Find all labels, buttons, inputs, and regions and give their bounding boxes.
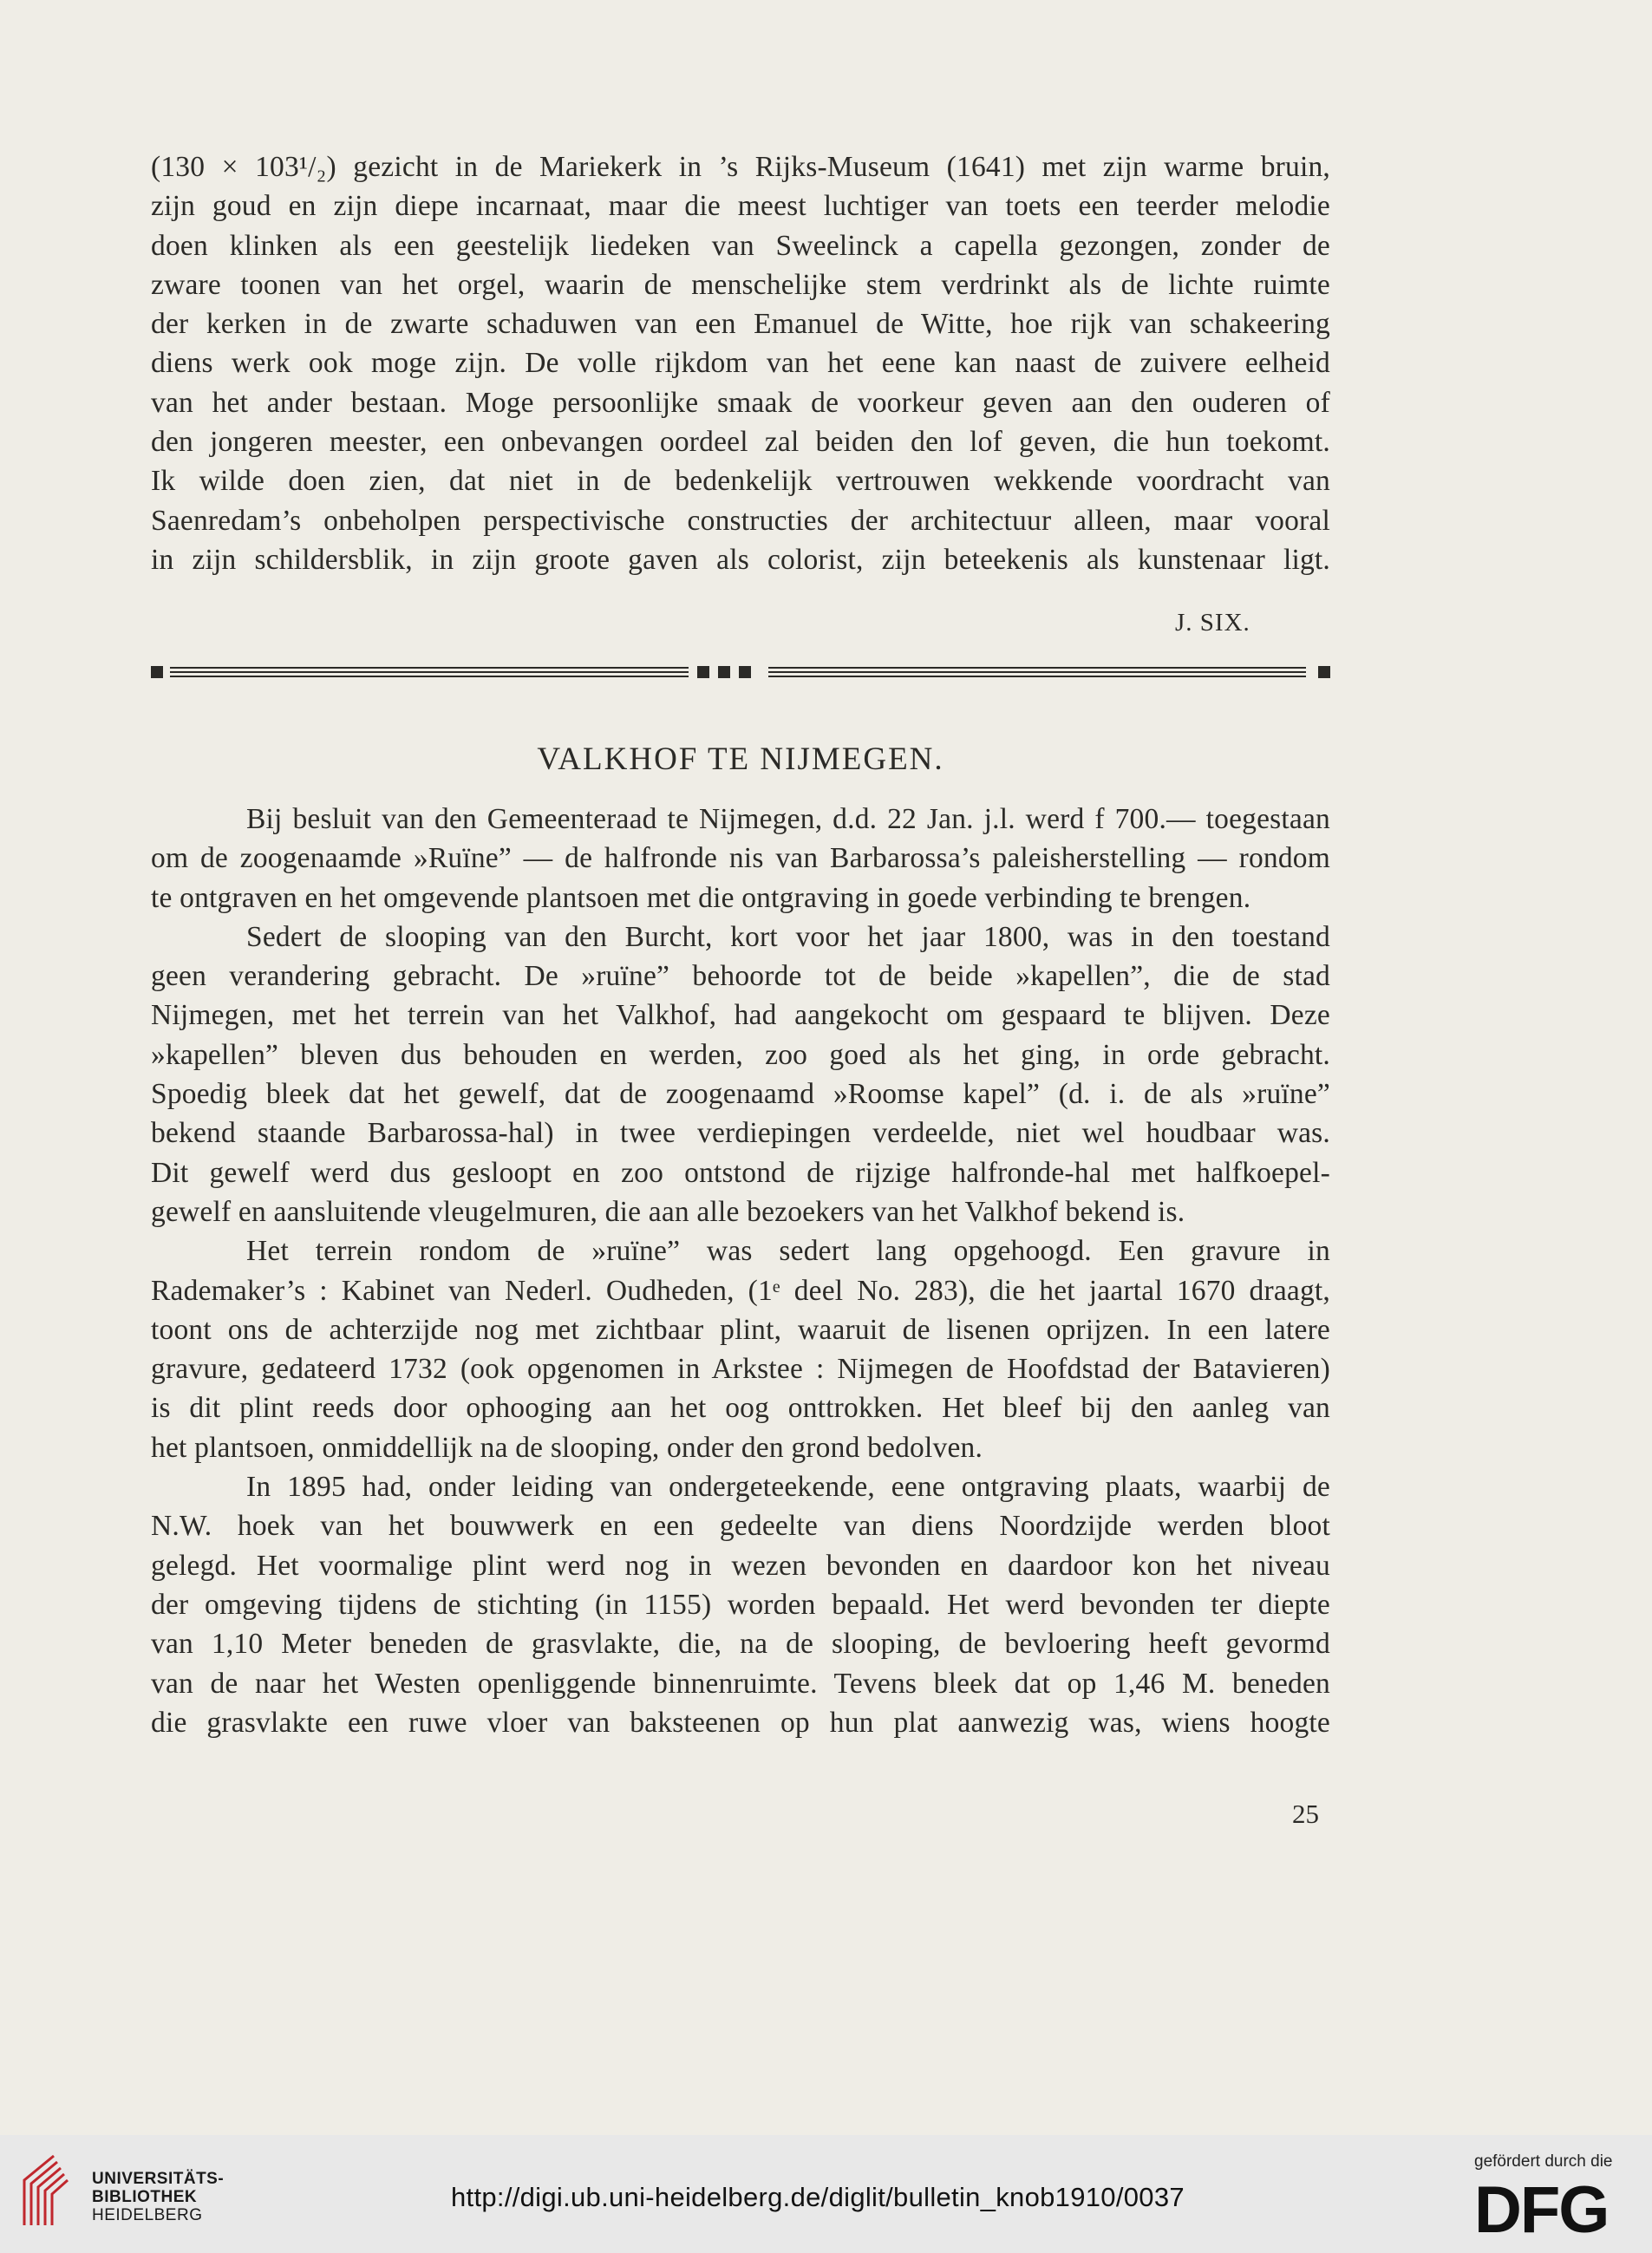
text-line: der kerken in de zwarte schaduwen van een Emanuel de Witte, hoe rijk van schakeering [151,308,1330,341]
text-line: Saenredam’s onbeholpen perspectivische constructies der architectuur alleen, maar vooral [151,504,1330,537]
page-number: 25 [1292,1799,1319,1829]
text-line: bekend staande Barbarossa-hal) in twee verdiepingen verdeelde, niet wel houdbaar was. [151,1117,1330,1150]
ornamental-divider [151,661,1332,683]
text-line: Ik wilde doen zien, dat niet in de bedenkelijk vertrouwen wekkende voordracht van [151,465,1330,498]
text-line: van het ander bestaan. Moge persoonlijke smaak de voorkeur geven aan den ouderen of [151,386,1330,419]
paragraph-continuation [151,147,1330,579]
text-line: Spoedig bleek dat het gewelf, dat de zoogenaamd »Roomse kapel” (d. i. de als »ruïne” [151,1078,1330,1111]
text-line: N.W. hoek van het bouwwerk en een gedeelte van diens Noordzijde werden bloot [151,1510,1330,1543]
text-line: geen verandering gebracht. De »ruïne” behoorde tot de beide »kapellen”, die de stad [151,960,1330,993]
library-name-line3: HEIDELBERG [92,2206,203,2224]
text-line: In 1895 had, onder leiding van ondergeteekende, eene ontgraving plaats, waarbij de [246,1471,1330,1504]
text-line: »kapellen” bleven dus behouden en werden, zoo goed als het ging, in orde gebracht. [151,1038,1330,1071]
text-line: het plantsoen, onmiddellijk na de slooping, onder den grond bedolven. [151,1431,983,1464]
text-line: van de naar het Westen openliggende binnenruimte. Tevens bleek dat op 1,46 M. beneden [151,1667,1330,1700]
text-line: (130 × 103¹/₂) gezicht in de Mariekerk in ’s Rijks-Museum (1641) met zijn warme bruin, [151,151,1330,183]
text-line: te ontgraven en het omgevende plantsoen met die ontgraving in goede verbinding te brengen. [151,881,1251,914]
text-line: gelegd. Het voormalige plint werd nog in wezen bevonden en daardoor kon het niveau [151,1549,1330,1582]
text-line: zware toonen van het orgel, waarin de menschelijke stem verdrinkt als de lichte ruimte [151,268,1330,301]
text-line: toont ons de achterzijde nog met zichtbaar plint, waaruit de lisenen oprijzen. In een latere [151,1313,1330,1346]
text-line: Rademaker’s : Kabinet van Nederl. Oudheden, (1ᵉ deel No. 283), die het jaartal 1670 draagt, [151,1274,1330,1307]
text-line: van 1,10 Meter beneden de grasvlakte, die, na de slooping, de bevloering heeft gevormd [151,1628,1330,1661]
text-line: Dit gewelf werd dus gesloopt en zoo ontstond de rijzige halfronde-hal met halfkoepel- [151,1156,1330,1189]
article-heading: VALKHOF TE NIJMEGEN. [537,741,944,777]
text-line: Het terrein rondom de »ruïne” was sedert lang opgehoogd. Een gravure in [246,1235,1330,1268]
library-name [92,2170,224,2224]
text-line: die grasvlakte een ruwe vloer van baksteenen op hun plat aanwezig was, wiens hoogte [151,1706,1330,1739]
text-line: gravure, gedateerd 1732 (ook opgenomen in Arkstee : Nijmegen de Hoofdstad der Batavieren) [151,1353,1330,1386]
text-line: diens werk ook moge zijn. De volle rijkdom van het eene kan naast de zuivere eelheid [151,347,1330,380]
sponsor-label: gefördert durch die [1474,2152,1613,2171]
dfg-logo-text: DFG [1474,2175,1609,2239]
university-library-logo-icon [19,2151,73,2230]
text-line: om de zoogenaamde »Ruïne” — de halfronde nis van Barbarossa’s paleisherstelling — rondom [151,842,1330,875]
dfg-logo-icon [1474,2175,1630,2239]
text-line: zijn goud en zijn diepe incarnaat, maar die meest luchtiger van toets een teerder melodie [151,190,1330,223]
author-signature: J. SIX. [1175,609,1250,637]
text-line: Sedert de slooping van den Burcht, kort voor het jaar 1800, was in den toestand [246,920,1330,953]
source-url[interactable]: http://digi.ub.uni-heidelberg.de/diglit/bulletin_knob1910/0037 [451,2182,1185,2212]
text-line: gewelf en aansluitende vleugelmuren, die aan alle bezoekers van het Valkhof bekend is. [151,1195,1185,1228]
library-name-line2: BIBLIOTHEK [92,2188,198,2206]
text-line: doen klinken als een geestelijk liedeken van Sweelinck a capella gezongen, zonder de [151,229,1330,262]
text-line: der omgeving tijdens de stichting (in 1155) worden bepaald. Het werd bevonden ter diepte [151,1588,1330,1621]
text-line: is dit plint reeds door ophooging aan het oog onttrokken. Het bleef bij den aanleg van [151,1392,1330,1425]
article-body [151,800,1330,1742]
text-line: in zijn schildersblik, in zijn groote gaven als colorist, zijn beteekenis als kunstenaar ligt. [151,543,1330,576]
library-name-line1: UNIVERSITÄTS- [92,2170,225,2188]
text-line: Nijmegen, met het terrein van het Valkhof, had aangekocht om gespaard te blijven. Deze [151,999,1330,1032]
text-line: Bij besluit van den Gemeenteraad te Nijmegen, d.d. 22 Jan. j.l. werd f 700.— toegestaan [246,803,1330,835]
text-line: den jongeren meester, een onbevangen oordeel zal beiden den lof geven, die hun toekomt. [151,426,1330,459]
digitization-footer [0,2135,1652,2253]
